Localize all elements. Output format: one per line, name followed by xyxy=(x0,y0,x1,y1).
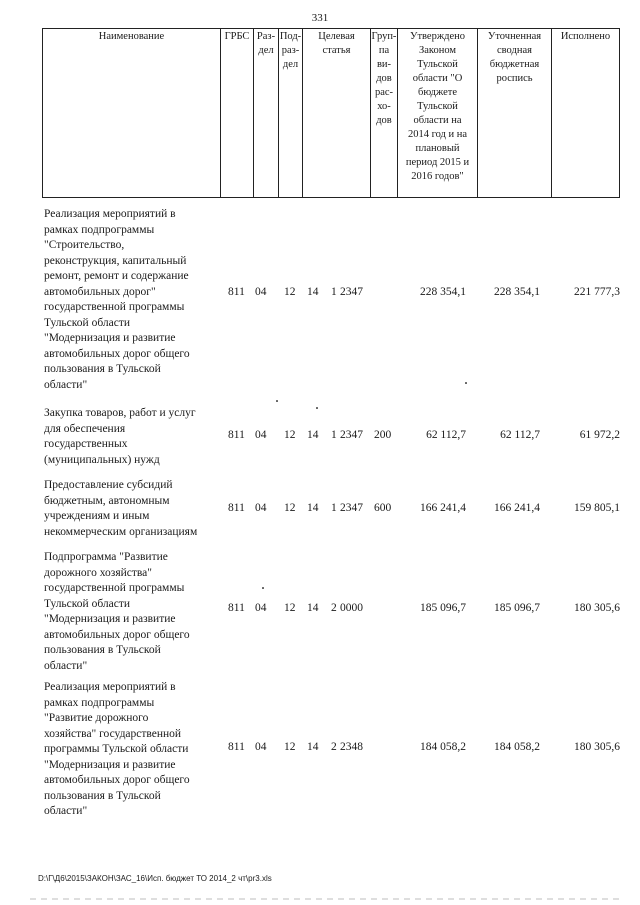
row-name-line: "Строительство, xyxy=(44,239,125,251)
header-line: бюджете xyxy=(417,87,458,98)
row-name-line: бюджетным, автономным xyxy=(44,494,170,507)
page-number: 331 xyxy=(311,12,329,24)
header-line: дов xyxy=(376,115,392,126)
cell-cs2: 1 xyxy=(331,285,337,298)
row-name-line: "Модернизация и развитие xyxy=(44,332,176,344)
row-name-line: автомобильных дорог общего xyxy=(44,774,190,786)
header-line: статья xyxy=(322,45,351,56)
scan-speck xyxy=(465,382,467,384)
cell-isp: 180 305,6 xyxy=(574,741,620,754)
header-line: дел xyxy=(282,59,299,70)
cell-isp: 159 805,1 xyxy=(574,502,620,515)
header-name-text: Наименование xyxy=(98,31,165,42)
header-line: дел xyxy=(258,45,274,56)
cell-podrazdel: 12 xyxy=(284,285,296,298)
row-name-line: "Модернизация и развитие xyxy=(44,613,176,625)
cell-cs3: 2347 xyxy=(340,428,363,441)
cell-grbs: 811 xyxy=(228,741,245,754)
header-line: Раз- xyxy=(256,31,276,42)
header-line: раз- xyxy=(281,45,300,56)
scan-noise-line xyxy=(30,898,620,900)
header-line: Груп- xyxy=(371,31,397,42)
cell-cs1: 14 xyxy=(307,285,319,298)
row-name-line: учреждениям и иным xyxy=(44,510,150,522)
cell-razdel: 04 xyxy=(255,602,267,615)
header-line: Утверждено xyxy=(410,31,465,42)
cell-cs2: 2 xyxy=(331,602,337,615)
cell-utoch: 62 112,7 xyxy=(500,428,540,441)
row-name-line: государственной программы xyxy=(44,301,185,313)
cell-utoch: 228 354,1 xyxy=(494,285,540,298)
row-name-line: некоммерческим организациям xyxy=(44,525,198,538)
row-name-line: Тульской области xyxy=(44,316,131,329)
header-line: 2014 год и на xyxy=(407,129,468,140)
row-name-line: Реализация мероприятий в xyxy=(44,681,176,693)
cell-isp: 221 777,3 xyxy=(574,285,620,298)
row-name-line: автомобильных дорог общего xyxy=(44,628,190,641)
row-name-line: "Модернизация и развитие xyxy=(44,758,176,771)
row-name-line: Подпрограмма "Развитие xyxy=(44,551,168,563)
header-line: области на xyxy=(413,115,462,126)
header-line: па xyxy=(378,45,390,56)
header-line: хо- xyxy=(377,101,391,112)
row-name-line: реконструкция, капитальный xyxy=(44,254,187,267)
cell-cs1: 14 xyxy=(307,741,319,754)
cell-podrazdel: 12 xyxy=(284,428,296,441)
header-line: ви- xyxy=(376,59,392,70)
cell-podrazdel: 12 xyxy=(284,602,296,615)
header-line: роспись xyxy=(496,73,533,84)
header-ispolneno-text: Исполнено xyxy=(560,31,611,42)
cell-podrazdel: 12 xyxy=(284,741,296,754)
cell-grbs: 811 xyxy=(228,428,245,441)
header-podrazdel xyxy=(278,29,302,197)
cell-cs3: 2348 xyxy=(340,741,363,754)
cell-isp: 61 972,2 xyxy=(579,428,620,441)
scan-speck xyxy=(316,407,318,409)
cell-cs1: 14 xyxy=(307,428,319,441)
cell-utoch: 184 058,2 xyxy=(494,741,540,754)
cell-vr: 200 xyxy=(374,428,392,441)
cell-grbs: 811 xyxy=(228,602,245,615)
cell-utoch: 185 096,7 xyxy=(494,602,540,615)
cell-razdel: 04 xyxy=(255,502,267,515)
cell-utoch: 166 241,4 xyxy=(494,502,540,515)
cell-grbs: 811 xyxy=(228,285,245,298)
header-name xyxy=(42,29,220,197)
cell-grbs: 811 xyxy=(228,502,245,515)
row-name-line: рамках подпрограммы xyxy=(44,223,155,236)
cell-razdel: 04 xyxy=(255,285,267,298)
row-name-line: Реализация мероприятий в xyxy=(44,208,176,220)
row-name xyxy=(44,680,220,820)
row-name-line: пользования в Тульской xyxy=(44,363,161,375)
header-grbs-text: ГРБС xyxy=(224,31,250,42)
row-name-line: "Развитие дорожного xyxy=(44,712,149,724)
cell-utv: 185 096,7 xyxy=(420,602,466,615)
header-line: 2016 годов" xyxy=(411,171,464,182)
header-line: рас- xyxy=(374,87,394,98)
cell-utv: 184 058,2 xyxy=(420,741,466,754)
row-name-line: рамках подпрограммы xyxy=(44,696,155,709)
cell-cs2: 1 xyxy=(331,502,337,515)
row-name-line: Предоставление субсидий xyxy=(44,479,173,491)
row-name xyxy=(44,478,220,540)
row-name-line: Тульской области xyxy=(44,597,131,610)
header-razdel xyxy=(253,29,278,197)
row-name-line: ремонт, ремонт и содержание xyxy=(44,270,189,282)
row-name-line: пользования в Тульской xyxy=(44,644,161,656)
row-name-line: пользования в Тульской xyxy=(44,789,161,802)
cell-cs1: 14 xyxy=(307,502,319,515)
row-name-line: области" xyxy=(44,659,88,672)
cell-isp: 180 305,6 xyxy=(574,602,620,615)
header-line: Законом xyxy=(418,45,457,56)
header-line: сводная xyxy=(497,45,532,56)
header-line: дов xyxy=(376,73,392,84)
cell-cs2: 1 xyxy=(331,428,337,441)
cell-utv: 228 354,1 xyxy=(420,285,466,298)
row-name-line: Закупка товаров, работ и услуг xyxy=(44,407,196,419)
cell-razdel: 04 xyxy=(255,428,267,441)
header-line: бюджетная xyxy=(489,59,540,70)
table-header xyxy=(42,28,620,198)
header-line: плановый xyxy=(415,143,460,154)
row-name xyxy=(44,406,220,468)
cell-vr: 600 xyxy=(374,502,392,515)
row-name-line: дорожного хозяйства" xyxy=(44,566,152,579)
header-grbs xyxy=(220,29,253,197)
cell-razdel: 04 xyxy=(255,741,267,754)
row-name-line: программы Тульской области xyxy=(44,743,189,755)
row-name-line: государственных xyxy=(44,438,128,450)
header-utverzhdeno xyxy=(397,29,477,197)
header-line: Уточненная xyxy=(487,31,542,42)
row-name-line: для обеспечения xyxy=(44,422,126,435)
cell-podrazdel: 12 xyxy=(284,502,296,515)
row-name-line: государственной программы xyxy=(44,582,185,594)
row-name-line: автомобильных дорог" xyxy=(44,285,156,298)
row-name-line: хозяйства" государственной xyxy=(44,727,182,740)
scan-speck xyxy=(262,587,264,589)
header-gruppa xyxy=(370,29,397,197)
header-celevaya xyxy=(302,29,370,197)
header-line: период 2015 и xyxy=(405,157,470,168)
cell-utv: 62 112,7 xyxy=(426,428,466,441)
row-name-line: области" xyxy=(44,378,88,391)
cell-cs2: 2 xyxy=(331,741,337,754)
header-line: Тульской xyxy=(417,59,458,70)
cell-cs1: 14 xyxy=(307,602,319,615)
row-name xyxy=(44,550,220,674)
scan-speck xyxy=(276,400,278,402)
cell-utv: 166 241,4 xyxy=(420,502,466,515)
row-name xyxy=(44,207,220,393)
header-ispolneno xyxy=(551,29,620,197)
cell-cs3: 2347 xyxy=(340,285,363,298)
header-utochnennaya xyxy=(477,29,551,197)
header-line: области "О xyxy=(412,73,463,84)
header-line: Под- xyxy=(279,31,302,42)
row-name-line: автомобильных дорог общего xyxy=(44,347,190,360)
cell-cs3: 0000 xyxy=(340,602,363,615)
row-name-line: (муниципальных) нужд xyxy=(44,453,160,466)
header-line: Тульской xyxy=(417,101,458,112)
cell-cs3: 2347 xyxy=(340,502,363,515)
header-line: Целевая xyxy=(318,31,355,42)
file-path-footer: D:\Г\Д6\2015\ЗАКОН\ЗАС_16\Исп. бюджет ТО 2014_2 чт\pr3.xls xyxy=(38,874,272,883)
row-name-line: области" xyxy=(44,805,88,817)
